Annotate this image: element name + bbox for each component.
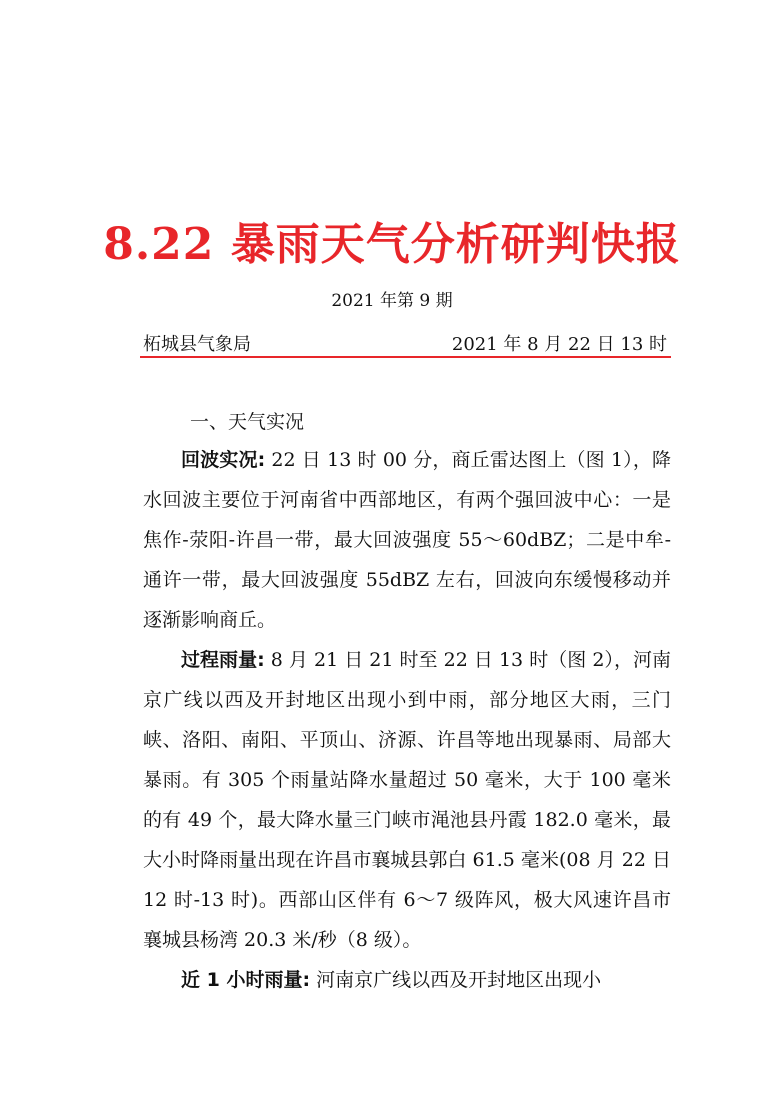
paragraph-text: 河南京广线以西及开封地区出现小 (310, 969, 602, 991)
paragraph-text: 8 月 21 日 21 时至 22 日 13 时（图 2），河南京广线以西及开封地区出现小到中雨，部分地区大雨，三门峡、洛阳、南阳、平顶山、济源、许昌等地出现暴雨、局部大暴雨。有 305 个雨量站降水量超过 50 毫米，大于 100 毫米的有 49 个，最大降水量三门峡市渑池县丹霞 182.0 毫米，最大小时降雨量出现在许昌市襄城县郭白 61.5 毫米(08 月 22 日 12 时-13 时)。西部山区伴有 6～7 级阵风，极大风速许昌市襄城县杨湾 20.3 米/秒（8 级）。 (143, 649, 671, 951)
paragraph-lead: 过程雨量: (181, 649, 265, 671)
paragraph-lead: 回波实况: (181, 449, 266, 471)
issuing-organization: 柘城县气象局 (143, 334, 251, 355)
paragraph-radar-echo (143, 440, 671, 640)
issue-number: 2021 年第 9 期 (331, 291, 453, 311)
issue-date: 2021 年 8 月 22 日 13 时 (451, 334, 667, 355)
paragraph-lead: 近 1 小时雨量: (181, 969, 311, 991)
paragraph-process-rainfall (143, 640, 671, 960)
document-title: 8.22 暴雨天气分析研判快报 (103, 219, 681, 270)
section-body (143, 440, 671, 1000)
paragraph-text: 22 日 13 时 00 分，商丘雷达图上（图 1），降水回波主要位于河南省中西部地区，有两个强回波中心：一是焦作-荥阳-许昌一带，最大回波强度 55～60dBZ；二是中牟-通许一带，最大回波强度 55dBZ 左右，回波向东缓慢移动并逐渐影响商丘。 (143, 449, 671, 631)
section-heading: 一、天气实况 (190, 411, 305, 433)
header-divider (140, 356, 671, 358)
paragraph-hourly-rainfall (143, 960, 671, 1000)
